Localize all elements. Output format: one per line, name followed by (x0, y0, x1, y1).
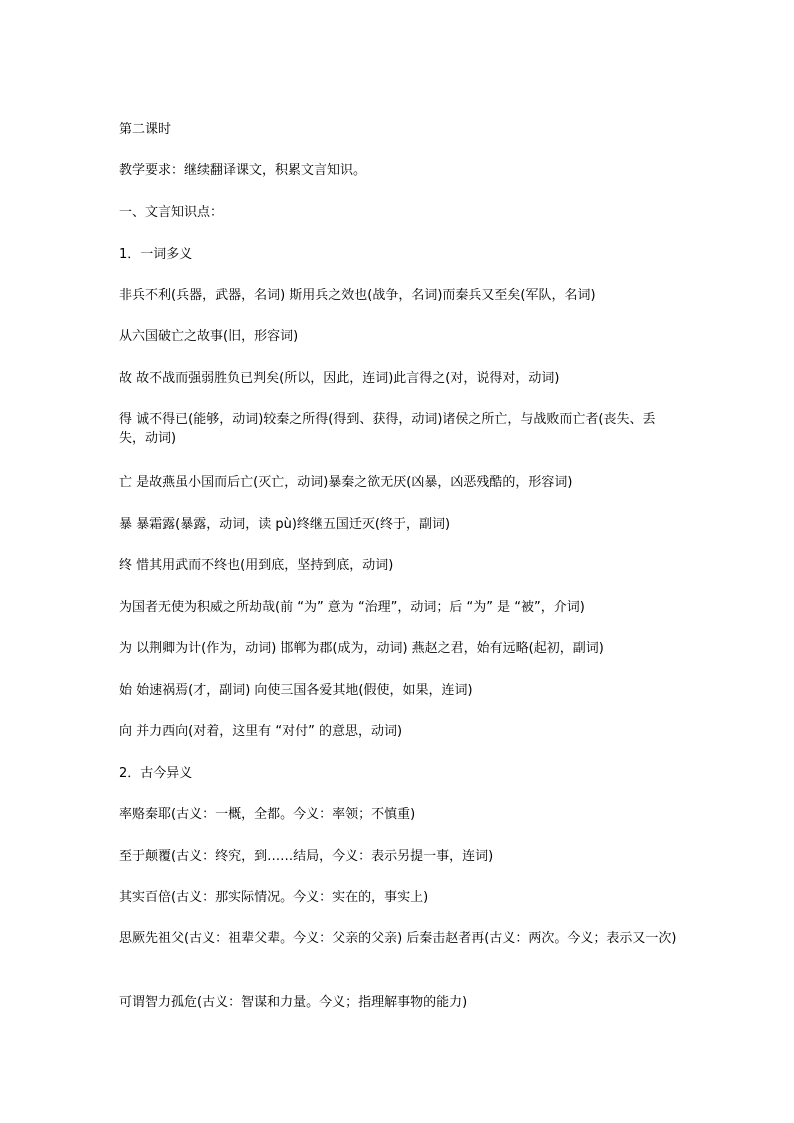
polysemy-line: 为 以荆卿为计(作为，动词) 邯郸为郡(成为，动词) 燕赵之君，始有远略(起初，副词) (119, 641, 604, 656)
polysemy-line: 非兵不利(兵器，武器，名词) 斯用兵之效也(战争，名词)而秦兵又至矣(军队，名词) (119, 288, 596, 303)
ancient-modern-line: 思厥先祖父(古义：祖辈父辈。今义：父亲的父亲) 后秦击赵者再(古义：两次。今义；表示又一次) (119, 931, 677, 946)
lesson-title: 第二课时 (119, 122, 172, 137)
polysemy-line: 亡 是故燕虽小国而后亡(灭亡，动词)暴秦之欲无厌(凶暴，凶恶残酷的，形容词) (119, 475, 573, 490)
teaching-requirement: 教学要求：继续翻译课文，积累文言知识。 (119, 163, 367, 178)
polysemy-line: 为国者无使为积威之所劫哉(前 “为” 意为 “治理”，动词；后 “为” 是 “被”，介词) (119, 600, 585, 615)
section-heading: 一、文言知识点： (119, 205, 224, 220)
ancient-modern-line: 其实百倍(古义：那实际情况。今义：实在的，事实上) (119, 890, 429, 905)
polysemy-line: 向 并力西向(对着，这里有 “对付” 的意思，动词) (119, 724, 403, 739)
polysemy-line: 始 始速祸焉(才，副词) 向使三国各爱其地(假使，如果，连词) (119, 683, 473, 698)
subsection-heading-polysemy: 1．一词多义 (119, 247, 193, 262)
ancient-modern-line: 率赂秦耶(古义：一概，全都。今义：率领；不慎重) (119, 807, 416, 822)
polysemy-line: 得 诚不得已(能够，动词)较秦之所得(得到、获得，动词)诸侯之所亡，与战败而亡者(丧失、丢失，动词) (119, 412, 656, 446)
ancient-modern-line: 至于颠覆(古义：终究，到……结局，今义：表示另提一事，连词) (119, 849, 494, 864)
ancient-modern-line: 可谓智力孤危(古义：智谋和力量。今义；指理解事物的能力) (119, 995, 468, 1010)
polysemy-line: 暴 暴霜露(暴露，动词，读 pù)终继五国迁灭(终于，副词) (119, 517, 451, 532)
polysemy-line: 故 故不战而强弱胜负已判矣(所以，因此，连词)此言得之(对，说得对，动词) (119, 371, 560, 386)
polysemy-line: 从六国破亡之故事(旧，形容词) (119, 329, 299, 344)
subsection-heading-ancient-modern: 2．古今异义 (119, 766, 193, 781)
polysemy-line: 终 惜其用武而不终也(用到底，坚持到底，动词) (119, 558, 394, 573)
